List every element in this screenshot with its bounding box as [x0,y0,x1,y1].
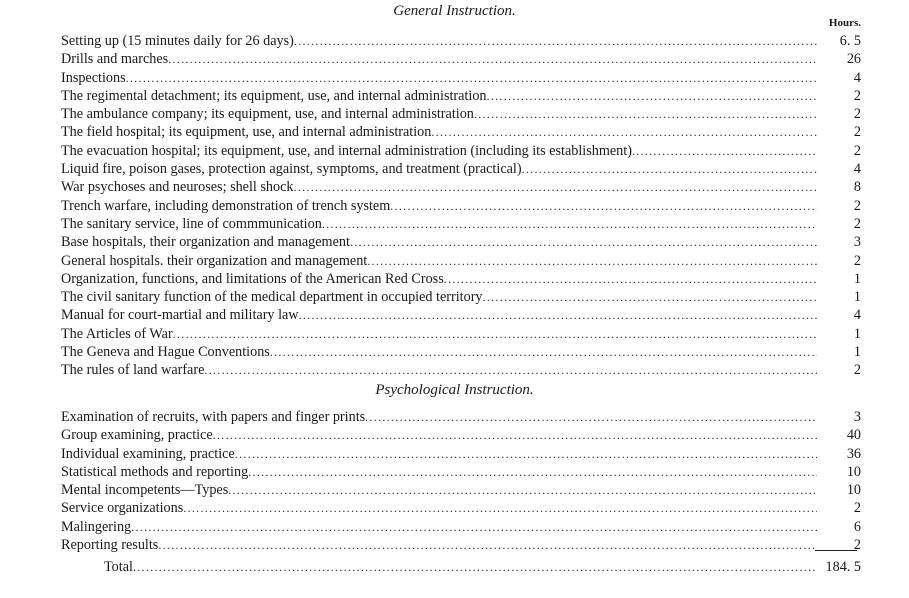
course-hours: 6. 5 [839,33,861,49]
course-hours: 4 [853,69,861,86]
dot-leader [248,463,817,481]
dot-leader [131,518,817,536]
course-row [61,325,861,343]
course-hours: 2 [853,197,861,214]
course-title: The Geneva and Hague Conventions [61,344,270,361]
course-hours: 2 [853,537,861,554]
course-title: Examination of recruits, with papers and finger prints [61,409,366,425]
course-row [61,536,861,554]
dot-leader [213,426,817,444]
course-hours: 3 [853,234,861,251]
dot-leader [294,178,817,196]
dot-leader [487,87,817,105]
course-hours: 3 [853,409,861,425]
course-row [61,463,861,481]
course-title: Statistical methods and reporting [61,463,249,480]
course-title: Drills and marches [61,51,169,68]
dot-leader [168,50,817,68]
general-instruction-list [61,32,861,380]
course-title: The regimental detachment; its equipment, use, and internal administration [61,87,487,104]
course-row [61,123,861,141]
course-row [61,233,861,251]
course-row [61,408,861,426]
total-hours: 184. 5 [825,559,861,575]
course-row [61,252,861,270]
course-hours: 1 [853,325,861,342]
course-title: Group examining, practice [61,427,213,444]
dot-leader [270,343,817,361]
dot-leader [474,105,817,123]
dot-leader [183,499,817,517]
dot-leader [367,252,817,270]
course-row [61,445,861,463]
course-row [61,105,861,123]
course-title: General hospitals. their organization and management [61,252,368,269]
course-title: Manual for court-martial and military law [61,307,299,324]
course-hours: 36 [846,445,861,462]
dot-leader [483,288,817,306]
course-hours: 2 [853,500,861,517]
course-hours: 6 [853,518,861,535]
course-row [61,87,861,105]
course-title: Setting up (15 minutes daily for 26 days) [61,33,294,49]
course-row [61,481,861,499]
course-hours: 8 [853,179,861,196]
psychological-instruction-heading: Psychological Instruction. [375,382,534,398]
course-hours: 2 [853,142,861,159]
course-row [61,215,861,233]
course-title: The sanitary service, line of commmunication [61,215,322,232]
total-label: Total [104,559,133,575]
course-title: Inspections [61,69,126,86]
course-hours: 2 [853,124,861,141]
course-hours: 1 [853,270,861,287]
course-row [61,306,861,324]
hours-column-header: Hours. [828,17,861,29]
course-row [61,518,861,536]
course-row [61,288,861,306]
course-hours: 4 [853,161,861,178]
course-hours: 1 [853,289,861,306]
course-title: Service organizations [61,500,184,517]
course-title: The evacuation hospital; its equipment, use, and internal administration (including its establishment) [61,142,632,159]
course-row [61,50,861,68]
course-title: The field hospital; its equipment, use, and internal administration [61,124,432,141]
dot-leader [350,233,817,251]
course-row [61,426,861,444]
dot-leader [228,481,817,499]
course-title: Organization, functions, and limitations of the American Red Cross [61,270,444,287]
course-title: Base hospitals, their organization and management [61,234,350,251]
course-title: The ambulance company; its equipment, use, and internal administration [61,106,474,123]
course-title: Malingering [61,518,132,535]
course-row [61,499,861,517]
dot-leader [431,123,817,141]
total-row [104,558,861,576]
course-hours: 2 [853,252,861,269]
dot-leader [632,142,817,160]
course-row [61,142,861,160]
dot-leader [158,536,817,554]
course-row [61,197,861,215]
course-hours: 26 [846,51,861,68]
dot-leader [444,270,817,288]
course-title: The Articles of War [61,325,173,342]
dot-leader [299,306,817,324]
total-rule [815,550,857,551]
general-instruction-heading: General Instruction. [393,3,516,19]
course-hours: 1 [853,344,861,361]
course-hours: 10 [846,463,861,480]
course-title: The civil sanitary function of the medical department in occupied territory [61,289,483,306]
dot-leader [322,215,817,233]
course-hours: 2 [853,87,861,104]
psychological-instruction-list [61,408,861,554]
course-hours: 2 [853,106,861,123]
course-title: Individual examining, practice [61,445,235,462]
course-row [61,32,861,50]
course-hours: 2 [853,215,861,232]
course-hours: 4 [853,307,861,324]
dot-leader [365,408,817,426]
course-hours: 10 [846,482,861,499]
dot-leader [204,361,817,379]
course-hours: 2 [853,362,861,379]
course-row [61,69,861,87]
dot-leader [133,558,816,576]
course-row [61,178,861,196]
course-row [61,160,861,178]
course-title: Trench warfare, including demonstration of trench system [61,197,391,214]
course-title: Liquid fire, poison gases, protection against, symptoms, and treatment (practical) [61,161,522,178]
dot-leader [173,325,817,343]
course-row [61,361,861,379]
course-title: War psychoses and neuroses; shell shock [61,179,294,196]
dot-leader [294,32,817,50]
course-title: Reporting results [61,537,159,554]
course-hours: 40 [846,427,861,444]
dot-leader [126,69,817,87]
dot-leader [390,197,817,215]
course-title: Mental incompetents—Types [61,482,229,499]
course-row [61,270,861,288]
dot-leader [522,160,817,178]
course-row [61,343,861,361]
course-title: The rules of land warfare [61,362,205,379]
dot-leader [235,445,817,463]
